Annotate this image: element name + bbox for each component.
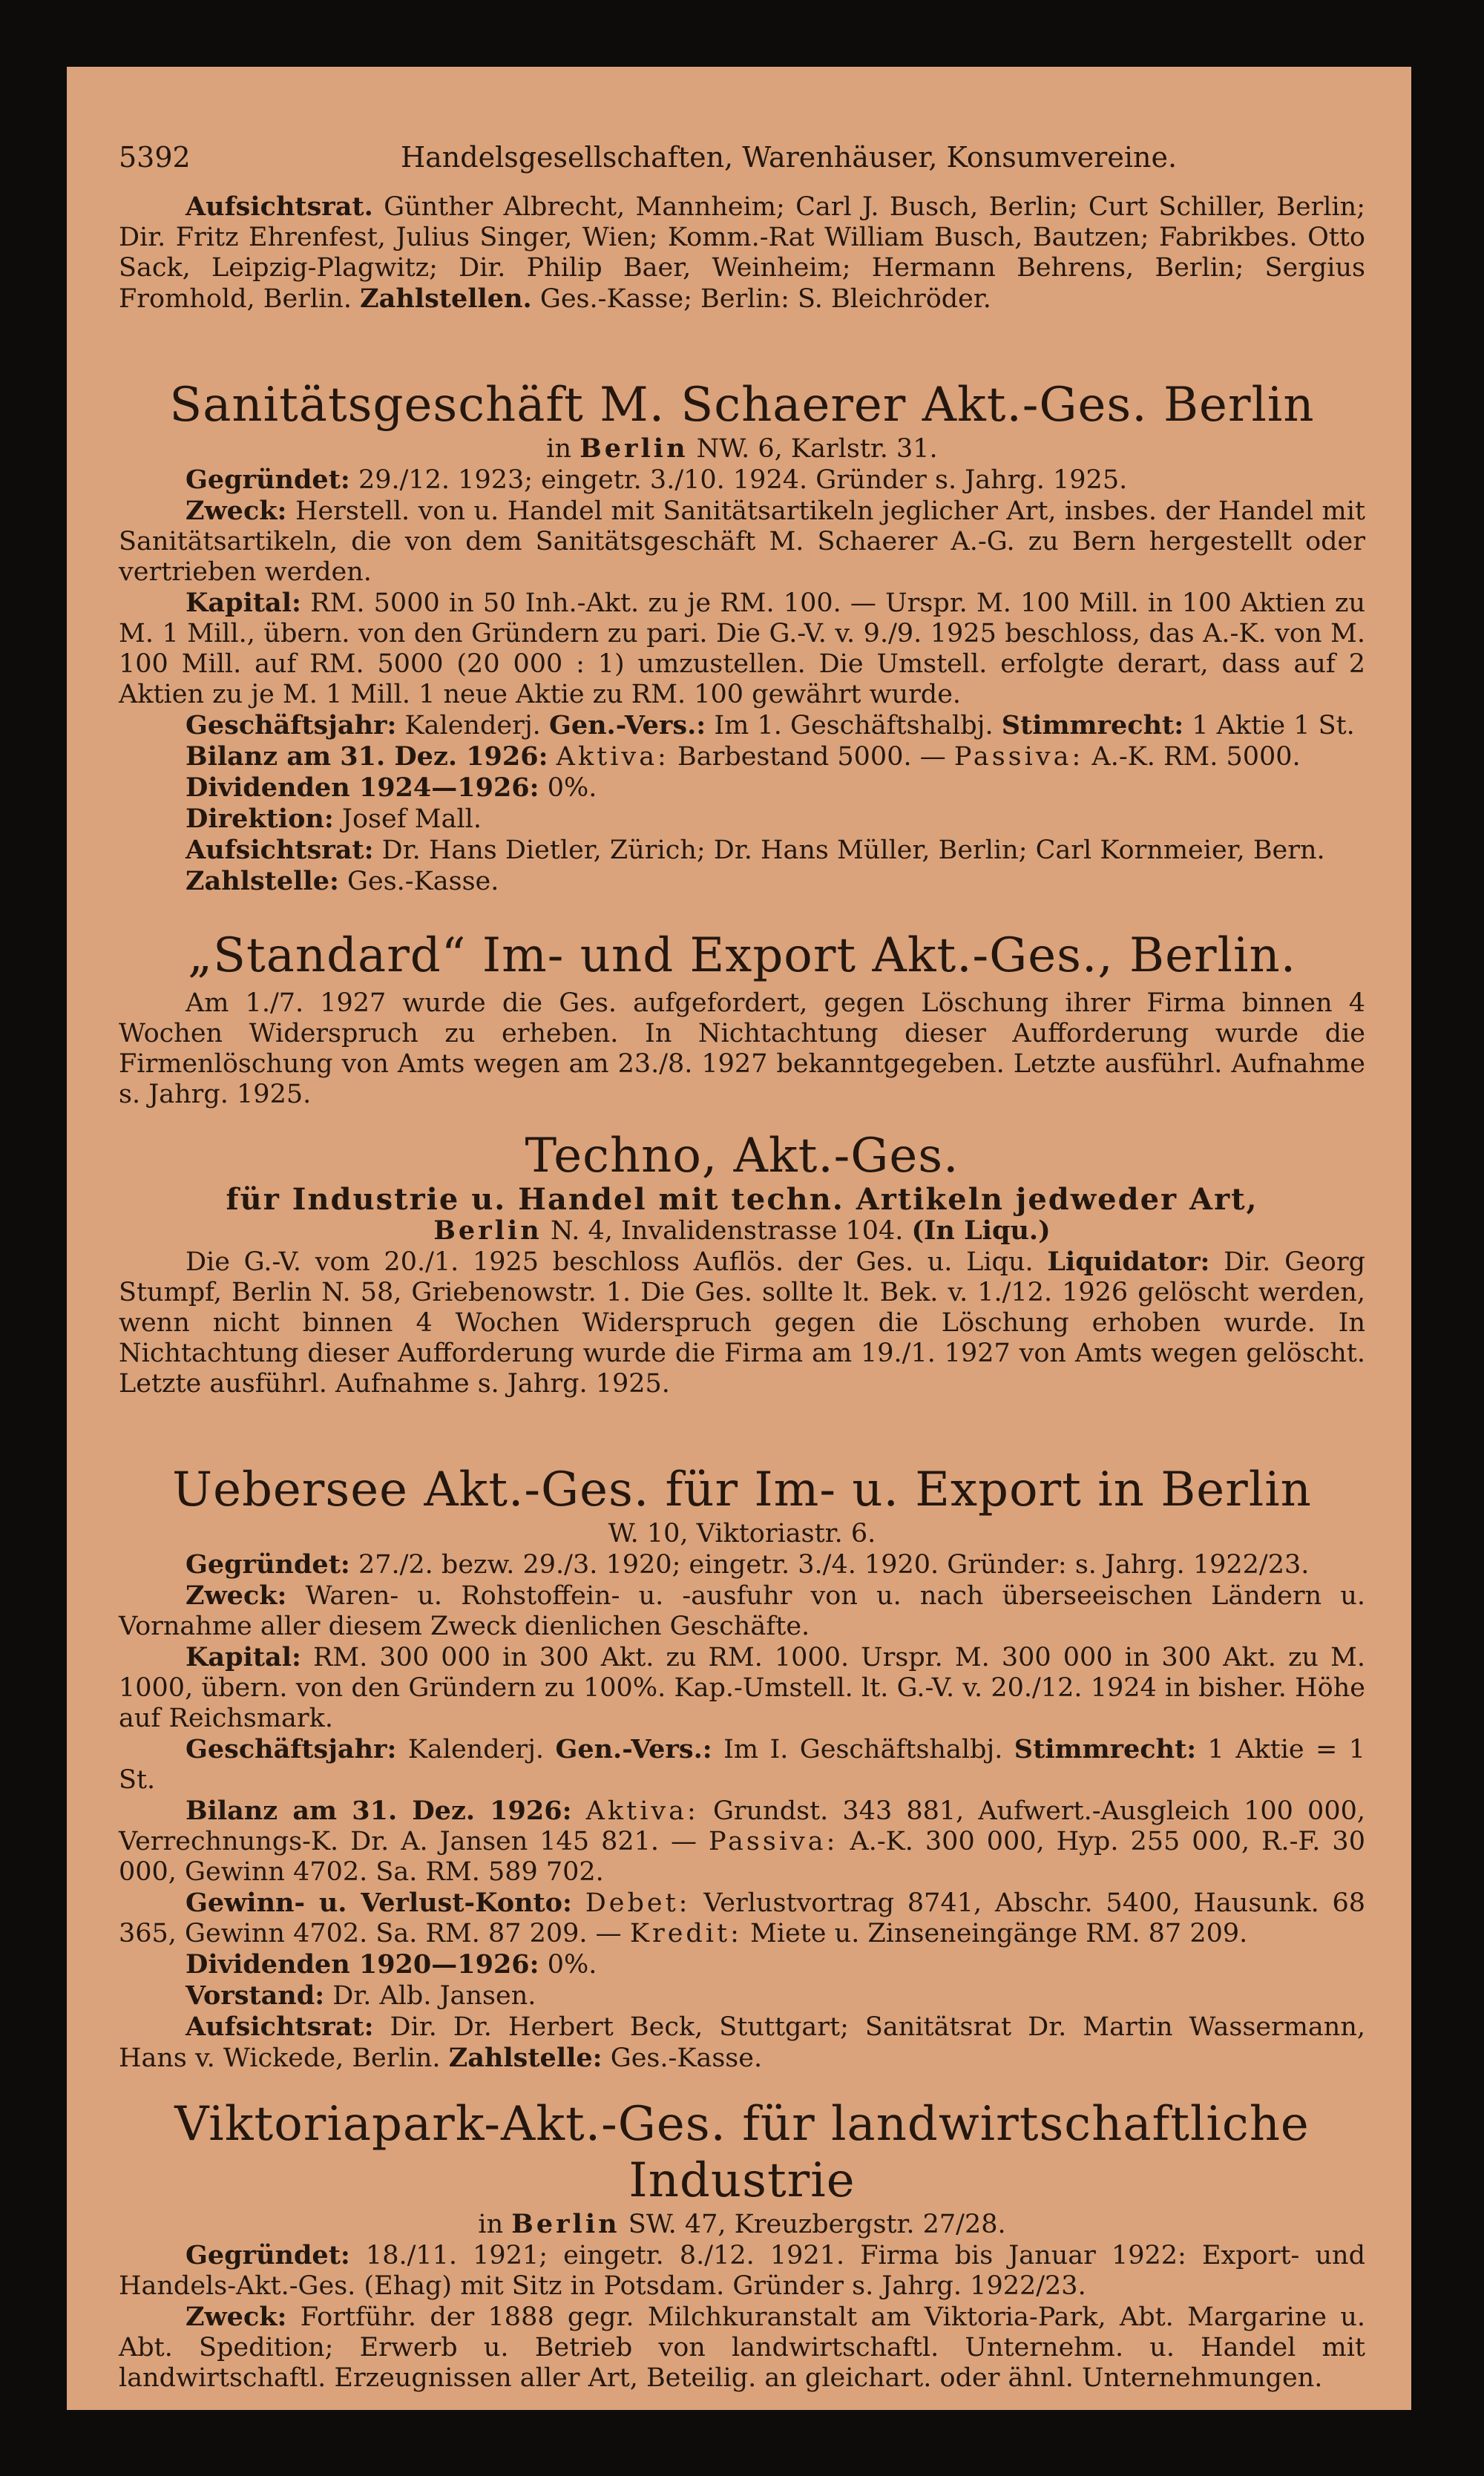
dividenden: Dividenden 1924—1926: 0%. <box>186 772 597 803</box>
entry-title: Uebersee Akt.-Ges. für Im- u. Export in Berlin <box>172 1462 1312 1517</box>
prev-entry <box>119 191 1365 315</box>
vorstand: Vorstand: Dr. Alb. Jansen. <box>186 1980 536 2011</box>
gegruendet: Gegründet: 29./12. 1923; eingetr. 3./10. 1924. Gründer s. Jahrg. 1925. <box>186 464 1128 495</box>
aufsichtsrat-label: Aufsichtsrat. <box>186 191 373 222</box>
gewinn-verlust: Gewinn- u. Verlust-Konto: Debet: Verlustvortrag 8741, Abschr. 5400, Hausunk. 68 365, Gewinn 4702. Sa. RM. 87 209. — Kredit: Miete u. Zinseneingänge RM. 87 209. <box>119 1888 1365 1948</box>
zahlstelle: Zahlstelle: Ges.-Kasse. <box>186 866 499 896</box>
entry-address: in Berlin NW. 6, Karlstr. 31. <box>546 433 938 464</box>
geschaeftsjahr: Geschäftsjahr: Kalenderj. Gen.-Vers.: Im 1. Geschäftshalbj. Stimmrecht: 1 Aktie 1 St. <box>186 710 1355 740</box>
direktion: Direktion: Josef Mall. <box>186 804 482 834</box>
kapital: Kapital: RM. 5000 in 50 Inh.-Akt. zu je RM. 100. — Urspr. M. 100 Mill. in 100 Aktien zu M. 1 Mill., übern. von den Gründern zu pari. Die G.-V. v. 9./9. 1925 beschloss, das A.-K. von M. 100 Mill. auf RM. 5000 (20 000 : 1) umzustellen. Die Umstell. erfolgte derart, dass auf 2 Aktien zu je M. 1 Mill. 1 neue Aktie zu RM. 100 gewährt wurde. <box>119 588 1365 709</box>
aufsichtsrat: Aufsichtsrat: Dr. Hans Dietler, Zürich; Dr. Hans Müller, Berlin; Carl Kornmeier, Bern. <box>186 835 1325 865</box>
zweck: Zweck: Fortführ. der 1888 gegr. Milchkuranstalt am Viktoria-Park, Abt. Margarine u. Abt. Spedition; Erwerb u. Betrieb von landwirtschaftl. Unternehm. u. Handel mit landwirtschaftl. Erzeugnissen aller Art, Beteilig. an gleichart. oder ähnl. Unternehmungen. <box>119 2302 1365 2393</box>
zweck: Zweck: Herstell. von u. Handel mit Sanitätsartikeln jeglicher Art, insbes. der Handel mit Sanitätsartikeln, die von dem Sanitätsgeschäft M. Schaerer A.-G. zu Bern hergestellt oder vertrieben werden. <box>119 496 1365 587</box>
zweck: Zweck: Waren- u. Rohstoffein- u. -ausfuhr von u. nach überseeischen Ländern u. Vornahme aller diesem Zweck dienlichen Geschäfte. <box>119 1580 1365 1641</box>
entry-address: W. 10, Viktoriastr. 6. <box>608 1519 876 1549</box>
entry-standard <box>119 927 1365 1110</box>
entry-subtitle: für Industrie u. Handel mit techn. Artikeln jedweder Art, <box>226 1182 1258 1217</box>
bilanz: Bilanz am 31. Dez. 1926: Aktiva: Barbestand 5000. — Passiva: A.-K. RM. 5000. <box>186 741 1301 772</box>
bilanz: Bilanz am 31. Dez. 1926: Aktiva: Grundst. 343 881, Aufwert.-Ausgleich 100 000, Verrechnungs-K. Dr. A. Jansen 145 821. — Passiva: A.-K. 300 000, Hyp. 255 000, R.-F. 30 000, Gewinn 4702. Sa. RM. 589 702. <box>119 1796 1365 1887</box>
dividenden: Dividenden 1920—1926: 0%. <box>186 1949 597 1980</box>
entry-viktoriapark <box>119 2096 1365 2394</box>
entry-title: Sanitätsgeschäft M. Schaerer Akt.-Ges. Berlin <box>169 378 1315 433</box>
entry-techno <box>119 1128 1365 1399</box>
entry-title: Viktoriapark-Akt.-Ges. für landwirtschaftliche Industrie <box>174 2097 1310 2208</box>
aufsichtsrat-text: Günther Albrecht, Mannheim; Carl J. Busch, Berlin; Curt Schiller, Berlin; Dir. Fritz Ehrenfest, Julius Singer, Wien; Komm.-Rat William Busch, Bautzen; Fabrikbes. Otto Sack, Leipzig-Plagwitz; Dir. Philip Baer, Weinheim; Hermann Behrens, Berlin; Sergius Fromhold, Berlin. <box>119 192 1365 314</box>
entry-text: Am 1./7. 1927 wurde die Ges. aufgefordert, gegen Löschung ihrer Firma binnen 4 Wochen Widerspruch zu erheben. In Nichtachtung dieser Aufforderung wurde die Firmenlöschung von Amts wegen am 23./8. 1927 bekanntgegeben. Letzte ausführl. Aufnahme s. Jahrg. 1925. <box>119 988 1365 1109</box>
entry-address: Berlin N. 4, Invalidenstrasse 104. (In Liqu.) <box>433 1215 1051 1246</box>
aufsichtsrat: Aufsichtsrat: Dir. Dr. Herbert Beck, Stuttgart; Sanitätsrat Dr. Martin Wassermann, Hans v. Wickede, Berlin. Zahlstelle: Ges.-Kasse. <box>119 2012 1365 2073</box>
entry-schaerer <box>119 377 1365 897</box>
kapital: Kapital: RM. 300 000 in 300 Akt. zu RM. 1000. Urspr. M. 300 000 in 300 Akt. zu M. 1000, übern. von den Gründern zu 100%. Kap.-Umstell. lt. G.-V. v. 20./12. 1924 in bisher. Höhe auf Reichsmark. <box>119 1642 1365 1733</box>
gegruendet: Gegründet: 27./2. bezw. 29./3. 1920; eingetr. 3./4. 1920. Gründer: s. Jahrg. 1922/23. <box>186 1549 1310 1580</box>
running-title: Handelsgesellschaften, Warenhäuser, Konsumvereine. <box>401 141 1178 174</box>
document-page <box>67 67 1411 2410</box>
entry-text: Die G.-V. vom 20./1. 1925 beschloss Auflös. der Ges. u. Liqu. Liquidator: Dir. Georg Stumpf, Berlin N. 58, Griebenowstr. 1. Die Ges. sollte lt. Bek. v. 1./12. 1926 gelöscht werden, wenn nicht binnen 4 Wochen Widerspruch gegen die Löschung erhoben wurde. In Nichtachtung dieser Aufforderung wurde die Firma am 19./1. 1927 von Amts wegen gelöscht. Letzte ausführl. Aufnahme s. Jahrg. 1925. <box>119 1247 1365 1399</box>
geschaeftsjahr: Geschäftsjahr: Kalenderj. Gen.-Vers.: Im I. Geschäftshalbj. Stimmrecht: 1 Aktie = 1 St. <box>119 1734 1365 1795</box>
entry-uebersee <box>119 1462 1365 2074</box>
entry-title: „Standard“ Im- und Export Akt.-Ges., Berlin. <box>187 928 1297 983</box>
page-number: 5392 <box>119 141 191 174</box>
gegruendet: Gegründet: 18./11. 1921; eingetr. 8./12. 1921. Firma bis Januar 1922: Export- und Handels-Akt.-Ges. (Ehag) mit Sitz in Potsdam. Gründer s. Jahrg. 1922/23. <box>119 2240 1365 2301</box>
zahlstellen-text: Ges.-Kasse; Berlin: S. Bleichröder. <box>539 284 991 314</box>
entry-address: in Berlin SW. 47, Kreuzbergstr. 27/28. <box>478 2209 1006 2239</box>
zahlstellen-label: Zahlstellen. <box>360 283 532 314</box>
entry-title: Techno, Akt.-Ges. <box>525 1129 959 1183</box>
